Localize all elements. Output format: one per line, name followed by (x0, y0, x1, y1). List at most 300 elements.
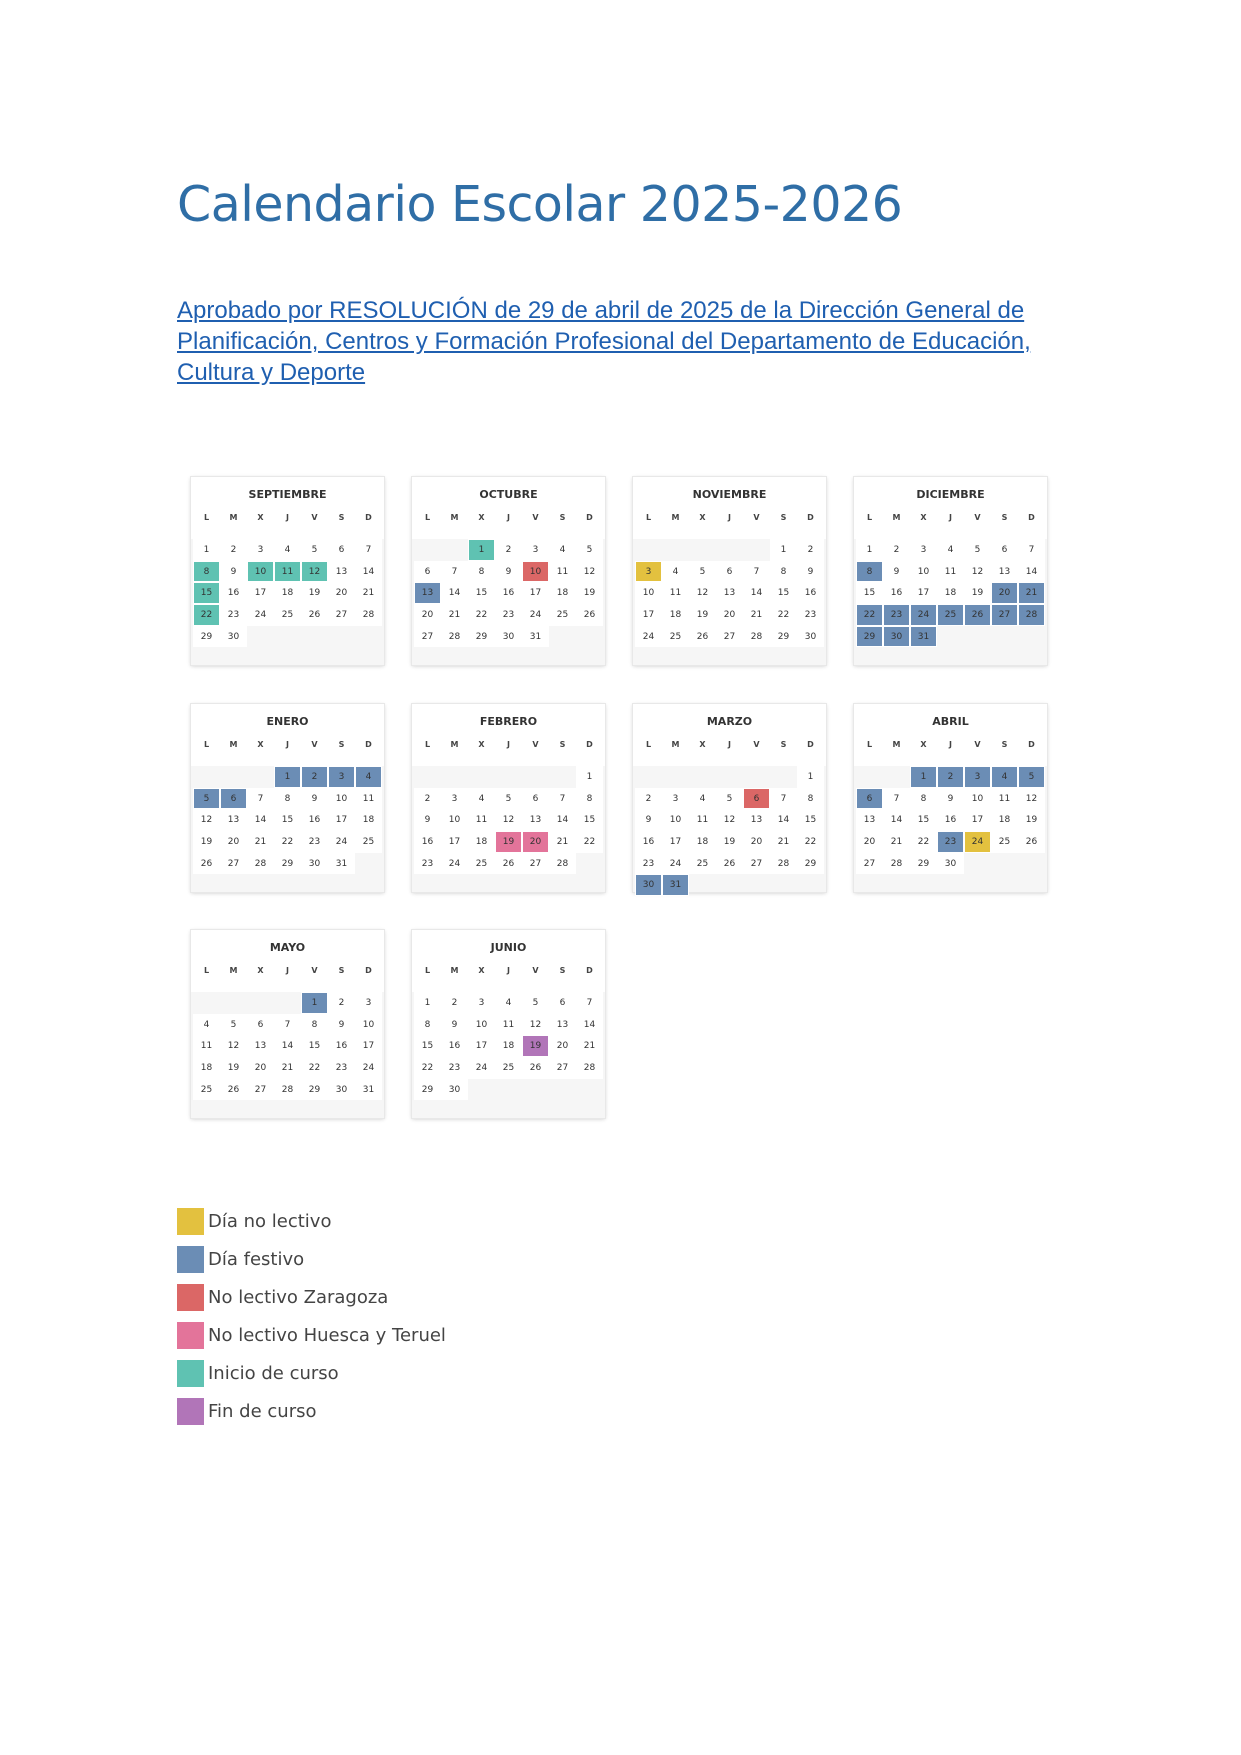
day-cell: 24 (522, 604, 549, 626)
day-cell: 13 (328, 561, 355, 583)
day-cell: 2 (495, 539, 522, 561)
weekday-label: L (203, 513, 210, 522)
day-cell: 7 (883, 788, 910, 810)
day-cell: 24 (662, 853, 689, 875)
empty-cell (689, 539, 716, 561)
day-cell: 1 (468, 539, 495, 561)
weekday-label: M (671, 513, 680, 522)
weekday-label: V (753, 740, 760, 749)
day-cell: 27 (522, 853, 549, 875)
weekday-label: V (532, 740, 539, 749)
weekday-header-row (633, 513, 826, 522)
day-cell: 31 (355, 1079, 382, 1101)
weekday-label: S (1001, 740, 1008, 749)
day-cell: 6 (414, 561, 441, 583)
day-cell: 28 (274, 1079, 301, 1101)
month-octubre (412, 477, 605, 665)
day-cell: 2 (797, 539, 824, 561)
day-cell: 31 (910, 626, 937, 648)
day-cell: 20 (247, 1057, 274, 1079)
weekday-label: L (866, 740, 873, 749)
legend-label: Día festivo (208, 1248, 305, 1270)
day-cell: 6 (856, 788, 883, 810)
month-header (191, 477, 384, 539)
day-cell: 15 (797, 809, 824, 831)
weekday-header-row (191, 966, 384, 975)
day-cell: 10 (441, 809, 468, 831)
weekday-header-row (412, 966, 605, 975)
month-enero (191, 704, 384, 892)
day-cell: 20 (549, 1035, 576, 1057)
weekday-label: M (229, 513, 238, 522)
day-cell: 30 (937, 853, 964, 875)
day-cell: 4 (495, 992, 522, 1014)
day-cell: 3 (662, 788, 689, 810)
legend-item (177, 1245, 446, 1273)
day-cell: 18 (549, 582, 576, 604)
day-cell: 16 (635, 831, 662, 853)
empty-cell (743, 766, 770, 788)
day-cell: 20 (522, 831, 549, 853)
day-cell: 10 (468, 1014, 495, 1036)
day-cell: 26 (576, 604, 603, 626)
month-name: MARZO (706, 715, 753, 728)
empty-cell (193, 766, 220, 788)
empty-cell (743, 539, 770, 561)
day-cell: 4 (689, 788, 716, 810)
weekday-label: D (807, 513, 814, 522)
day-cell: 18 (495, 1035, 522, 1057)
empty-cell (549, 766, 576, 788)
weekday-label: L (645, 740, 652, 749)
day-cell: 12 (576, 561, 603, 583)
day-cell: 23 (797, 604, 824, 626)
weekday-label: S (780, 513, 787, 522)
day-cell: 1 (193, 539, 220, 561)
page-title: Calendario Escolar 2025-2026 (177, 176, 903, 233)
day-cell: 18 (274, 582, 301, 604)
day-cell: 25 (193, 1079, 220, 1101)
day-cell: 26 (689, 626, 716, 648)
empty-cell (716, 766, 743, 788)
weekday-label: J (507, 740, 510, 749)
empty-cell (193, 992, 220, 1014)
day-cell: 2 (635, 788, 662, 810)
day-grid (193, 539, 382, 647)
day-cell: 25 (274, 604, 301, 626)
day-cell: 18 (468, 831, 495, 853)
legend-label: Inicio de curso (208, 1362, 339, 1384)
day-cell: 3 (441, 788, 468, 810)
day-cell: 8 (274, 788, 301, 810)
day-cell: 30 (635, 874, 662, 896)
month-header (191, 704, 384, 766)
day-cell: 4 (193, 1014, 220, 1036)
month-abril (854, 704, 1047, 892)
day-cell: 9 (328, 1014, 355, 1036)
day-cell: 11 (991, 788, 1018, 810)
weekday-label: X (699, 740, 706, 749)
day-cell: 8 (770, 561, 797, 583)
day-cell: 30 (441, 1079, 468, 1101)
day-cell: 8 (193, 561, 220, 583)
day-cell: 26 (964, 604, 991, 626)
empty-cell (247, 992, 274, 1014)
day-grid (193, 992, 382, 1100)
day-cell: 16 (220, 582, 247, 604)
weekday-label: V (311, 513, 318, 522)
day-grid (414, 992, 603, 1100)
weekday-header-row (412, 513, 605, 522)
weekday-label: X (699, 513, 706, 522)
day-cell: 20 (743, 831, 770, 853)
legend-label: Fin de curso (208, 1400, 317, 1422)
month-name: MAYO (269, 941, 306, 954)
day-cell: 12 (193, 809, 220, 831)
day-cell: 17 (247, 582, 274, 604)
day-cell: 8 (797, 788, 824, 810)
day-cell: 29 (301, 1079, 328, 1101)
day-cell: 3 (468, 992, 495, 1014)
empty-cell (770, 766, 797, 788)
weekday-label: X (920, 513, 927, 522)
legend-item (177, 1207, 446, 1235)
day-cell: 5 (576, 539, 603, 561)
month-name: ABRIL (932, 715, 969, 728)
day-cell: 11 (662, 582, 689, 604)
day-cell: 28 (247, 853, 274, 875)
day-cell: 26 (220, 1079, 247, 1101)
weekday-label: L (424, 740, 431, 749)
empty-cell (468, 766, 495, 788)
day-cell: 24 (468, 1057, 495, 1079)
day-cell: 27 (991, 604, 1018, 626)
day-cell: 28 (441, 626, 468, 648)
day-cell: 27 (743, 853, 770, 875)
legend-swatch (177, 1246, 204, 1273)
day-cell: 26 (522, 1057, 549, 1079)
day-cell: 2 (937, 766, 964, 788)
day-cell: 26 (495, 853, 522, 875)
day-cell: 12 (495, 809, 522, 831)
day-cell: 14 (576, 1014, 603, 1036)
day-cell: 8 (301, 1014, 328, 1036)
day-cell: 22 (468, 604, 495, 626)
day-cell: 28 (355, 604, 382, 626)
weekday-label: L (424, 513, 431, 522)
day-cell: 23 (301, 831, 328, 853)
day-cell: 30 (328, 1079, 355, 1101)
day-cell: 4 (549, 539, 576, 561)
day-cell: 29 (770, 626, 797, 648)
day-cell: 5 (495, 788, 522, 810)
day-cell: 10 (355, 1014, 382, 1036)
weekday-label: D (586, 966, 593, 975)
day-cell: 8 (414, 1014, 441, 1036)
day-cell: 15 (910, 809, 937, 831)
day-cell: 16 (937, 809, 964, 831)
month-name: FEBRERO (479, 715, 538, 728)
empty-cell (414, 539, 441, 561)
legend-label: Día no lectivo (208, 1210, 332, 1232)
weekday-label: J (507, 513, 510, 522)
day-cell: 21 (355, 582, 382, 604)
day-cell: 5 (964, 539, 991, 561)
day-cell: 5 (220, 1014, 247, 1036)
day-cell: 7 (247, 788, 274, 810)
empty-cell (856, 766, 883, 788)
day-cell: 25 (549, 604, 576, 626)
weekday-label: X (257, 966, 264, 975)
day-cell: 3 (328, 766, 355, 788)
day-cell: 16 (495, 582, 522, 604)
day-cell: 25 (495, 1057, 522, 1079)
day-cell: 1 (770, 539, 797, 561)
day-cell: 18 (991, 809, 1018, 831)
weekday-label: S (1001, 513, 1008, 522)
day-cell: 17 (328, 809, 355, 831)
day-cell: 30 (301, 853, 328, 875)
day-cell: 24 (635, 626, 662, 648)
day-cell: 22 (301, 1057, 328, 1079)
day-cell: 28 (883, 853, 910, 875)
day-cell: 2 (301, 766, 328, 788)
day-cell: 24 (964, 831, 991, 853)
day-grid (856, 766, 1045, 874)
day-cell: 21 (441, 604, 468, 626)
day-cell: 27 (328, 604, 355, 626)
month-name: JUNIO (490, 941, 527, 954)
day-cell: 27 (716, 626, 743, 648)
month-header (854, 704, 1047, 766)
day-cell: 1 (301, 992, 328, 1014)
day-cell: 1 (274, 766, 301, 788)
day-cell: 3 (355, 992, 382, 1014)
day-cell: 6 (328, 539, 355, 561)
day-cell: 15 (274, 809, 301, 831)
day-cell: 21 (1018, 582, 1045, 604)
legend-swatch (177, 1208, 204, 1235)
weekday-label: V (974, 513, 981, 522)
legend (177, 1207, 446, 1435)
day-grid (856, 539, 1045, 647)
weekday-label: S (559, 966, 566, 975)
day-cell: 11 (193, 1035, 220, 1057)
legend-item (177, 1397, 446, 1425)
day-cell: 11 (274, 561, 301, 583)
day-cell: 26 (193, 853, 220, 875)
day-cell: 28 (576, 1057, 603, 1079)
day-cell: 9 (414, 809, 441, 831)
day-cell: 1 (856, 539, 883, 561)
day-cell: 7 (549, 788, 576, 810)
day-cell: 10 (964, 788, 991, 810)
weekday-label: D (365, 966, 372, 975)
day-cell: 8 (856, 561, 883, 583)
day-cell: 19 (689, 604, 716, 626)
day-cell: 28 (1018, 604, 1045, 626)
weekday-label: J (949, 740, 952, 749)
day-cell: 19 (495, 831, 522, 853)
weekday-label: M (229, 966, 238, 975)
day-cell: 4 (991, 766, 1018, 788)
day-cell: 14 (441, 582, 468, 604)
day-cell: 12 (522, 1014, 549, 1036)
day-cell: 10 (247, 561, 274, 583)
day-cell: 23 (328, 1057, 355, 1079)
day-cell: 22 (910, 831, 937, 853)
day-cell: 29 (797, 853, 824, 875)
weekday-label: L (645, 513, 652, 522)
day-cell: 9 (441, 1014, 468, 1036)
day-cell: 19 (964, 582, 991, 604)
weekday-label: D (586, 513, 593, 522)
day-cell: 7 (441, 561, 468, 583)
day-cell: 3 (964, 766, 991, 788)
day-grid (414, 539, 603, 647)
legend-item (177, 1283, 446, 1311)
month-junio (412, 930, 605, 1118)
day-cell: 13 (220, 809, 247, 831)
day-cell: 26 (1018, 831, 1045, 853)
month-header (633, 704, 826, 766)
day-cell: 5 (193, 788, 220, 810)
day-cell: 16 (301, 809, 328, 831)
weekday-label: L (424, 966, 431, 975)
day-cell: 26 (716, 853, 743, 875)
day-cell: 25 (991, 831, 1018, 853)
day-cell: 17 (468, 1035, 495, 1057)
weekday-label: J (286, 966, 289, 975)
day-cell: 4 (355, 766, 382, 788)
day-cell: 29 (193, 626, 220, 648)
day-cell: 13 (991, 561, 1018, 583)
day-cell: 3 (522, 539, 549, 561)
legend-label: No lectivo Huesca y Teruel (208, 1324, 446, 1346)
weekday-header-row (633, 740, 826, 749)
day-cell: 2 (883, 539, 910, 561)
weekday-label: L (203, 740, 210, 749)
day-cell: 16 (328, 1035, 355, 1057)
day-cell: 22 (274, 831, 301, 853)
day-cell: 4 (662, 561, 689, 583)
resolution-link[interactable]: Aprobado por RESOLUCIÓN de 29 de abril de 2025 de la Dirección General de Planificación, Centros y Formación Profesional del Departamento de Educación, Cultura y Deporte (177, 297, 1031, 386)
weekday-label: V (532, 966, 539, 975)
day-cell: 13 (522, 809, 549, 831)
day-cell: 30 (220, 626, 247, 648)
weekday-label: V (311, 740, 318, 749)
day-cell: 29 (414, 1079, 441, 1101)
day-cell: 20 (991, 582, 1018, 604)
day-cell: 3 (635, 561, 662, 583)
empty-cell (441, 766, 468, 788)
day-cell: 1 (797, 766, 824, 788)
weekday-header-row (854, 740, 1047, 749)
month-septiembre (191, 477, 384, 665)
day-cell: 19 (716, 831, 743, 853)
empty-cell (635, 539, 662, 561)
day-cell: 1 (910, 766, 937, 788)
day-cell: 29 (468, 626, 495, 648)
weekday-label: V (753, 513, 760, 522)
day-cell: 29 (274, 853, 301, 875)
day-cell: 25 (937, 604, 964, 626)
day-cell: 7 (355, 539, 382, 561)
weekday-header-row (412, 740, 605, 749)
day-cell: 7 (274, 1014, 301, 1036)
day-cell: 13 (743, 809, 770, 831)
weekday-label: S (780, 740, 787, 749)
day-cell: 14 (549, 809, 576, 831)
weekday-label: V (311, 966, 318, 975)
day-cell: 29 (910, 853, 937, 875)
day-cell: 12 (716, 809, 743, 831)
weekday-label: D (365, 513, 372, 522)
day-cell: 23 (441, 1057, 468, 1079)
weekday-label: S (338, 513, 345, 522)
day-cell: 21 (274, 1057, 301, 1079)
weekday-header-row (854, 513, 1047, 522)
day-cell: 13 (716, 582, 743, 604)
legend-swatch (177, 1398, 204, 1425)
weekday-label: D (1028, 740, 1035, 749)
day-cell: 12 (689, 582, 716, 604)
empty-cell (689, 766, 716, 788)
day-cell: 30 (495, 626, 522, 648)
day-cell: 12 (220, 1035, 247, 1057)
day-cell: 31 (522, 626, 549, 648)
legend-swatch (177, 1322, 204, 1349)
day-cell: 17 (635, 604, 662, 626)
day-grid (635, 766, 824, 896)
weekday-label: X (478, 740, 485, 749)
day-cell: 6 (247, 1014, 274, 1036)
day-cell: 25 (355, 831, 382, 853)
day-cell: 6 (220, 788, 247, 810)
empty-cell (441, 539, 468, 561)
legend-swatch (177, 1360, 204, 1387)
day-cell: 11 (468, 809, 495, 831)
day-cell: 24 (910, 604, 937, 626)
day-cell: 25 (689, 853, 716, 875)
day-cell: 10 (910, 561, 937, 583)
day-cell: 5 (1018, 766, 1045, 788)
day-cell: 6 (549, 992, 576, 1014)
weekday-label: J (507, 966, 510, 975)
day-cell: 23 (937, 831, 964, 853)
day-cell: 19 (301, 582, 328, 604)
day-cell: 11 (937, 561, 964, 583)
day-cell: 20 (856, 831, 883, 853)
legend-swatch (177, 1284, 204, 1311)
weekday-label: M (892, 740, 901, 749)
day-cell: 6 (522, 788, 549, 810)
day-cell: 5 (522, 992, 549, 1014)
weekday-label: J (728, 740, 731, 749)
day-cell: 23 (495, 604, 522, 626)
day-cell: 14 (883, 809, 910, 831)
day-cell: 23 (220, 604, 247, 626)
month-noviembre (633, 477, 826, 665)
weekday-label: S (559, 513, 566, 522)
day-cell: 4 (274, 539, 301, 561)
day-cell: 1 (576, 766, 603, 788)
day-cell: 3 (247, 539, 274, 561)
day-cell: 21 (247, 831, 274, 853)
month-name: DICIEMBRE (916, 488, 985, 501)
day-cell: 12 (301, 561, 328, 583)
day-cell: 15 (856, 582, 883, 604)
